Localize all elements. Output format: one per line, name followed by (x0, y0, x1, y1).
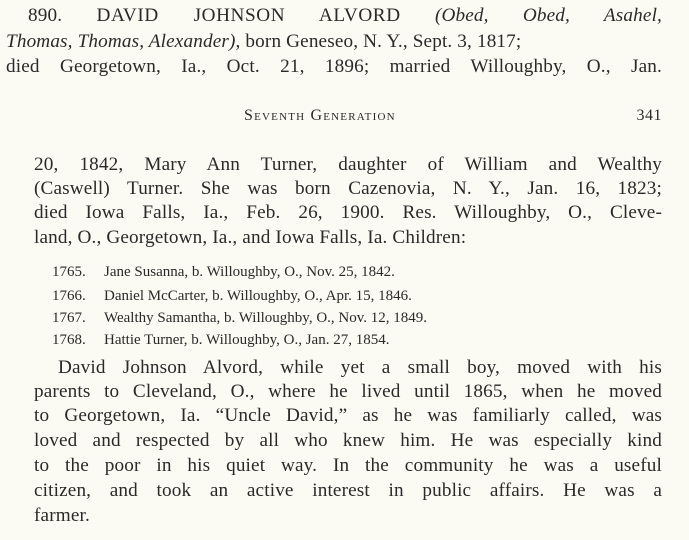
page-number: 341 (636, 107, 662, 124)
entry-number: 890. (28, 5, 63, 26)
entry-lineage-part-1: (Obed, Obed, Asahel, (434, 5, 663, 26)
biography-line-7: farmer. (34, 505, 90, 526)
child-number: 1766. (52, 288, 86, 304)
biography-line-3: to Georgetown, Ia. “Uncle David,” as he was familiarly called, was (34, 405, 662, 426)
biography-line-4: loved and respected by all who knew him. He was especially kind (34, 430, 662, 451)
entry-lineage-part-2: Thomas, Thomas, Alexander) (6, 31, 236, 52)
entry-top-line-2 (6, 30, 662, 54)
running-header (244, 104, 662, 128)
biography-line-1: David Johnson Alvord, while yet a small boy, moved with his (58, 357, 662, 378)
biography-line-6: citizen, and took an active interest in public affairs. He was a (34, 480, 662, 501)
child-text: Daniel McCarter, b. Willoughby, O., Apr. 15, 1846. (104, 288, 412, 304)
child-text: Hattie Turner, b. Willoughby, O., Jan. 27, 1854. (104, 332, 390, 348)
entry-top-line-1 (28, 4, 662, 28)
child-text: Jane Susanna, b. Willoughby, O., Nov. 25, 1842. (104, 264, 395, 280)
biography-line-5: to the poor in his quiet way. In the community he was a useful (34, 455, 662, 476)
biography-line-2: parents to Cleveland, O., where he lived until 1865, when he moved (34, 381, 662, 402)
child-text: Wealthy Samantha, b. Willoughby, O., Nov. 12, 1849. (104, 310, 428, 326)
entry-top-line-3: died Georgetown, Ia., Oct. 21, 1896; married Willoughby, O., Jan. (6, 56, 662, 77)
child-entry (52, 286, 412, 306)
child-entry (52, 262, 395, 282)
child-entry (52, 308, 427, 328)
entry-birth-text: , born Geneseo, N. Y., Sept. 3, 1817; (235, 31, 522, 52)
child-number: 1768. (52, 332, 86, 348)
entry-continued-line-1: 20, 1842, Mary Ann Turner, daughter of William and Wealthy (34, 154, 662, 175)
entry-continued-line-4: land, O., Georgetown, Ia., and Iowa Falls, Ia. Children: (34, 227, 467, 248)
child-entry (52, 330, 389, 350)
child-number: 1765. (52, 264, 86, 280)
entry-continued-line-3: died Iowa Falls, Ia., Feb. 26, 1900. Res. Willoughby, O., Cleve- (34, 202, 662, 223)
running-header-title: Seventh Generation (244, 107, 396, 124)
entry-continued-line-2: (Caswell) Turner. She was born Cazenovia, N. Y., Jan. 16, 1823; (34, 178, 662, 199)
entry-name: DAVID JOHNSON ALVORD (96, 5, 401, 26)
child-number: 1767. (52, 310, 86, 326)
